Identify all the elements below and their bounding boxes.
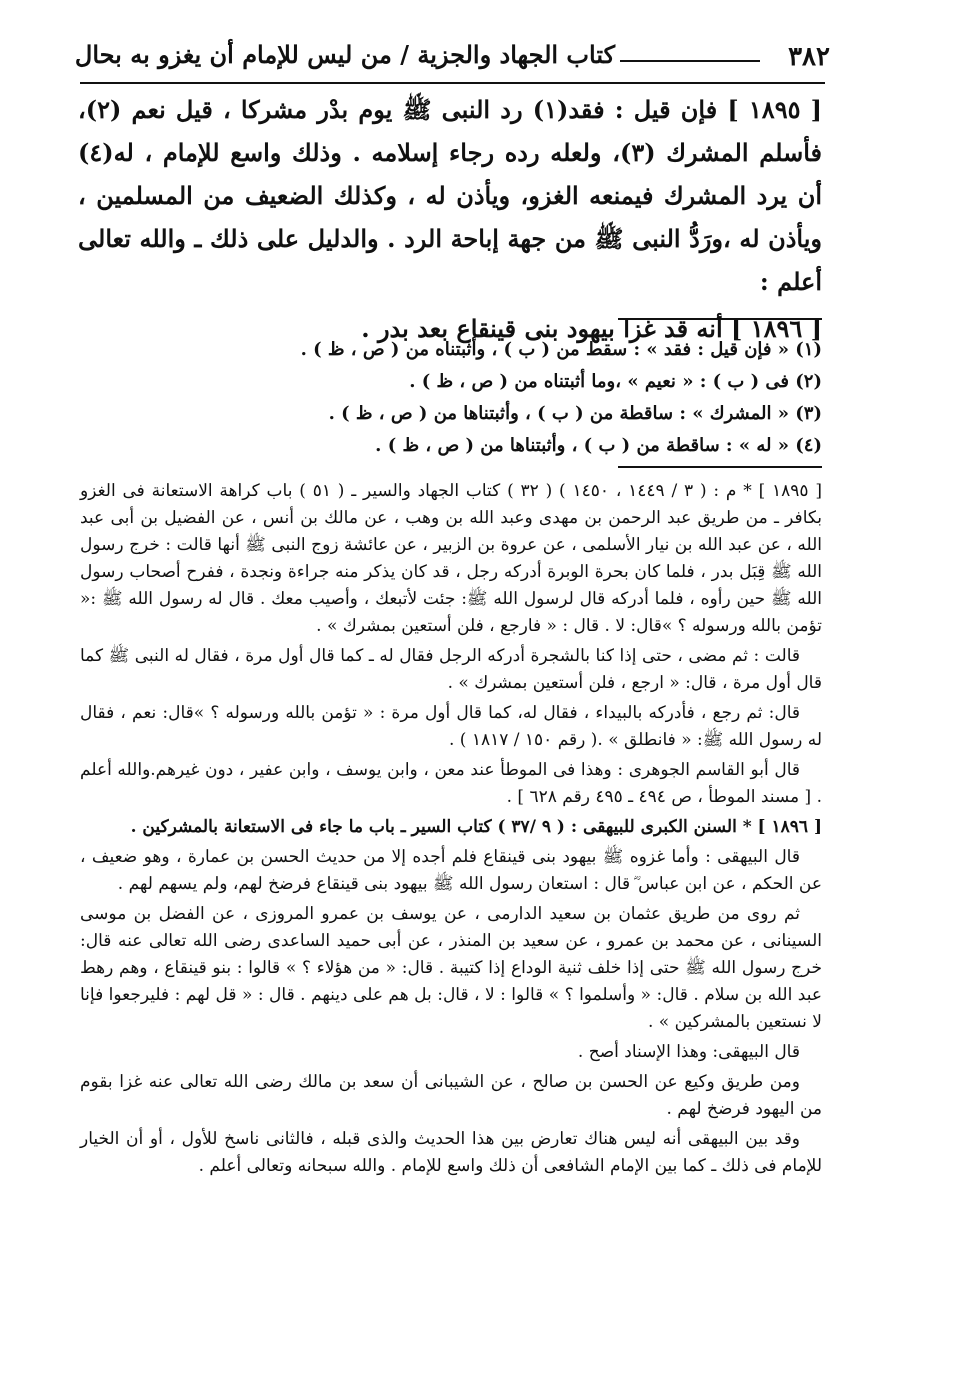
takhrij-paragraph: قال البيهقى: وهذا الإسناد أصح .	[577, 1042, 800, 1062]
footnotes	[300, 334, 822, 462]
footnote-2: (٢) فى ( ب ) : « نعيم » ،وما أثبتناه من ( ص ، ظ ) .	[409, 371, 822, 392]
paragraph-1896: [ ١٨٩٦ ] أنه قد غزا بيهود بنى قينقاع بعد بدر .	[361, 314, 822, 343]
takhrij-1896: [ ١٨٩٦ ] * السنن الكبرى للبيهقى : ( ٩ /٣٧ ) كتاب السير ـ باب ما جاء فى الاستعانة بالمشركين .	[130, 817, 822, 837]
page-number: ٣٨٢	[788, 42, 830, 72]
main-text	[78, 88, 822, 350]
header-rule	[80, 82, 825, 84]
takhrij-rule	[618, 466, 822, 468]
header-dash	[620, 60, 760, 62]
footnote-3: (٣) « المشرك » : ساقطة من ( ب ) ، وأثبتناها من ( ص ، ظ ) .	[328, 403, 822, 424]
takhrij-notes	[80, 478, 822, 1183]
footnote-4: (٤) « له » : ساقطة من ( ب ) ، وأثبتناها من ( ص ، ظ ) .	[375, 435, 822, 456]
takhrij-paragraph: ومن طريق وكيع عن الحسن بن صالح ، عن الشيبانى أن سعد بن مالك رضى الله تعالى عنه غزا بقوم من اليهود فرضخ لهم .	[80, 1072, 822, 1119]
page-header	[74, 40, 830, 80]
takhrij-1895: [ ١٨٩٥ ] * م : ( ٣ / ١٤٤٩ ، ١٤٥٠ ) ( ٣٢ ) كتاب الجهاد والسير ـ ( ٥١ ) باب كراهة الاستعانة فى الغزو بكافر ـ من طريق عبد الرحمن بن مهدى وعبد الله بن وهب ، عن مالك بن أنس ، عن الفضيل بن أبى عبد الله ، عن عبد الله بن نيار الأسلمى ، عن عروة بن الزبير ، عن عائشة زوج النبى ﷺ أنها قالت : خرج رسول الله ﷺ قِبَل بدر ، فلما كان بحرة الوبرة أدركه رجل ، قد كان يذكر منه جراءة ونجدة ، ففرح أصحاب رسول الله ﷺ حين رأوه ، فلما أدركه قال لرسول الله ﷺ: جئت لأتبعك ، وأصيب معك . قال له رسول الله ﷺ :« تؤمن بالله ورسوله ؟ »قال: لا . قال : « فارجع ، فلن أستعين بمشرك » .	[80, 481, 822, 636]
takhrij-paragraph: ثم روى من طريق عثمان بن سعيد الدارمى ، عن يوسف بن عمرو المروزى ، عن الفضل بن موسى السينانى ، عن محمد بن عمرو ، عن سعيد بن المنذر ، عن أبى حميد الساعدى رضى الله تعالى عنه قال: خرج رسول الله ﷺ حتى إذا خلف ثنية الوداع إذا كتيبة . قال: « من هؤلاء ؟ » قالوا : بنو قينقاع ، وهم رهط عبد الله بن سلام . قال: « وأسلموا ؟ » قالوا : لا ، قال: بل هم على دينهم . قال : « قل لهم : فليرجعوا فإنا لا نستعين بالمشركين » .	[80, 904, 822, 1032]
footnote-1: (١) « فإن قيل : فقد » : سقط من ( ب ) ، وأثبتناه من ( ص ، ظ ) .	[300, 339, 822, 360]
takhrij-paragraph: وقد بين البيهقى أنه ليس هناك تعارض بين هذا الحديث والذى قبله ، فالثانى ناسخ للأول ، أو أن الخيار للإمام فى ذلك ـ كما بين الإمام الشافعى أن ذلك واسع للإمام . والله سبحانه وتعالى أعلم .	[80, 1129, 822, 1176]
takhrij-paragraph: قال: ثم رجع ، فأدركه بالبيداء ، فقال له، كما قال أول مرة : « تؤمن بالله ورسوله ؟ »قال: نعم ، فقال له رسول الله ﷺ: « فانطلق » .( رقم ١٥٠ / ١٨١٧ ) .	[80, 703, 822, 750]
paragraph-1895: [ ١٨٩٥ ] فإن قيل : فقد(١) رد النبى ﷺ يوم بدْر مشركا ، قيل نعم (٢)، فأسلم المشرك (٣)، ولعله رده رجاء إسلامه . وذلك واسع للإمام ، له(٤) أن يرد المشرك فيمنعه الغزو، ويأذن له ، وكذلك الضعيف من المسلمين ، ويأذن له ،ورَدُّ النبى ﷺ من جهة إباحة الرد . والدليل على ذلك ـ والله تعالى أعلم :	[78, 95, 823, 296]
running-title: كتاب الجهاد والجزية / من ليس للإمام أن يغزو به بحال	[74, 40, 615, 69]
takhrij-paragraph: قال أبو القاسم الجوهرى : وهذا فى الموطأ عند معن ، وابن يوسف ، وابن عفير ، دون غيرهم.والله أعلم . [ مسند الموطأ ، ص ٤٩٤ ـ ٤٩٥ رقم ٦٢٨ ] .	[80, 760, 822, 807]
takhrij-paragraph: قالت : ثم مضى ، حتى إذا كنا بالشجرة أدركه الرجل فقال له ـ كما قال أول مرة ، فقال له النبى ﷺ كما قال أول مرة ، قال: « ارجع ، فلن أستعين بمشرك » .	[80, 646, 822, 693]
takhrij-paragraph: قال البيهقى : وأما غزوه ﷺ بيهود بنى قينقاع فلم أجده إلا من حديث الحسن بن عمارة ، وهو ضعيف ، عن الحكم ، عن ابن عباس ؓ قال : استعان رسول الله ﷺ بيهود بنى قينقاع فرضخ لهم، ولم يسهم لهم .	[80, 847, 822, 894]
footnote-rule	[618, 318, 822, 320]
